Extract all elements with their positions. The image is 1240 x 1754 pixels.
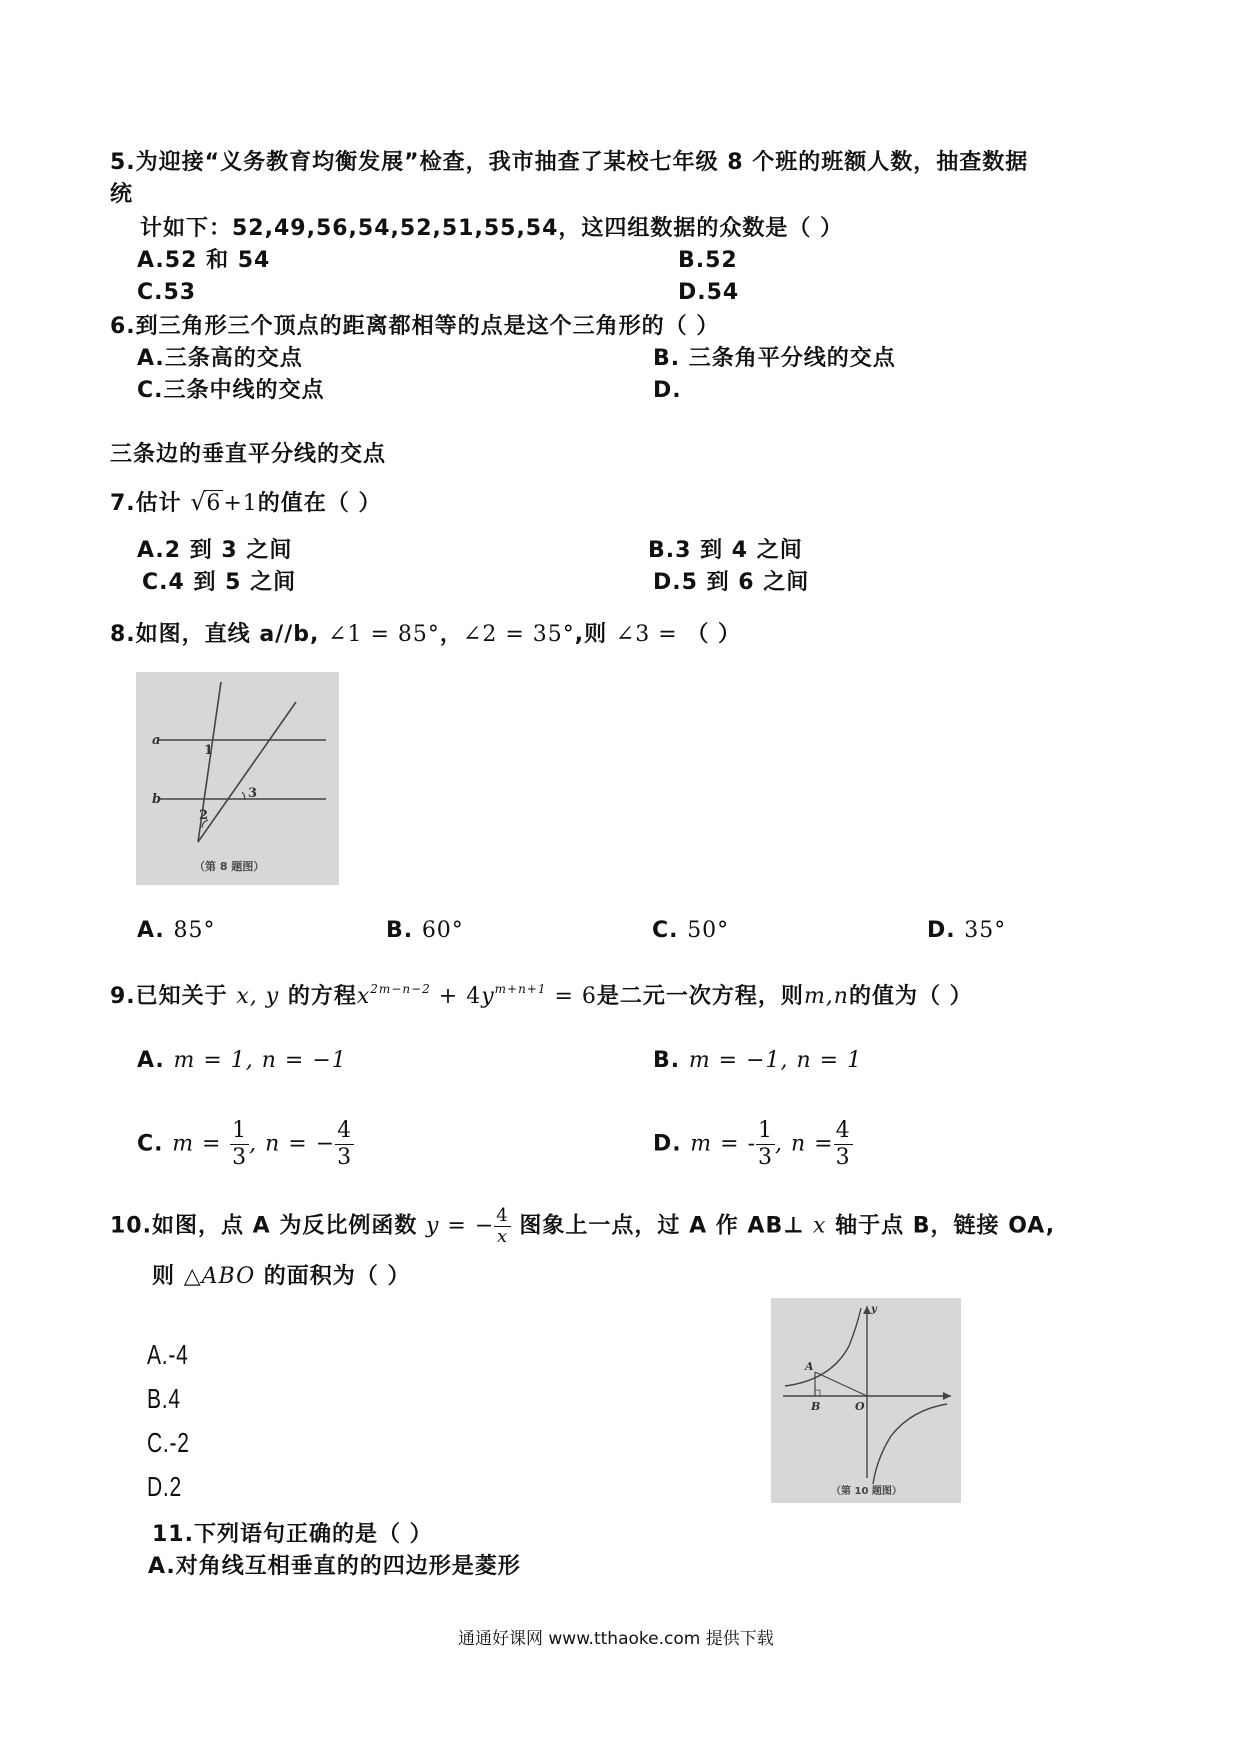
q10-option-a: A.-4 — [147, 1339, 189, 1370]
q7-option-c: C.4 到 5 之间 — [142, 570, 297, 595]
q9-option-d-den1: 3 — [758, 1145, 774, 1170]
q6-option-d: D. — [653, 378, 682, 403]
q9-option-d-frac1 — [756, 1118, 775, 1171]
q5-option-d: D.54 — [678, 280, 740, 305]
q8-label-3: 3 — [248, 786, 258, 801]
q8-option-a — [137, 916, 215, 946]
q9-option-b-letter: B. — [653, 1048, 681, 1073]
q5-stem-line1: 5.为迎接“义务教育均衡发展”检查，我市抽查了某校七年级 8 个班的班额人数，抽查数据 — [110, 150, 1029, 175]
q10-func-y: y = − — [426, 1213, 495, 1239]
q8-figure-svg — [136, 672, 339, 885]
q6-stem: 6.到三角形三个顶点的距离都相等的点是这个三角形的（ ） — [110, 314, 720, 339]
q11-stem: 11.下列语句正确的是（ ） — [152, 1522, 433, 1547]
q8-angle2: ∠2 = 35° — [462, 622, 575, 647]
q9-option-c-frac2 — [335, 1118, 354, 1171]
q7-option-b: B.3 到 4 之间 — [648, 538, 803, 563]
q9-option-a — [137, 1046, 347, 1076]
q5-option-a: A.52 和 54 — [137, 248, 271, 273]
q10-option-b: B.4 — [147, 1383, 181, 1414]
q9-option-a-value: m = 1, n = −1 — [173, 1048, 347, 1073]
q9-option-c-n: , n = − — [249, 1131, 336, 1157]
q8-label-a: a — [152, 733, 161, 748]
q9-mn: m,n — [803, 984, 849, 1009]
q8-option-d — [927, 916, 1006, 946]
q9-suffix1: 是二元一次方程，则 — [596, 984, 804, 1009]
q10-figure — [771, 1298, 961, 1503]
q10-func-den: x — [496, 1226, 509, 1247]
q8-angle3: ∠3 = — [615, 622, 678, 647]
q9-eq: = 6 — [546, 984, 597, 1009]
q10-option-c: C.-2 — [147, 1427, 190, 1458]
q10-stem-line1 — [110, 1206, 1055, 1247]
q9-option-c-num2: 4 — [337, 1118, 353, 1143]
q8-stem — [110, 620, 741, 650]
q7-prefix: 7.估计 — [110, 491, 182, 516]
q7-stem — [110, 489, 381, 519]
q8-option-a-letter: A. — [137, 918, 165, 943]
q9-option-c-num1: 1 — [232, 1118, 248, 1143]
q10-x-arrow — [943, 1392, 951, 1400]
q8-option-c — [652, 916, 729, 946]
q9-suffix2: 的值为（ ） — [848, 984, 973, 1009]
q9-option-d-letter: D. — [653, 1131, 682, 1157]
q9-option-b-value: m = −1, n = 1 — [688, 1048, 863, 1073]
q10-label-a: A — [805, 1360, 814, 1373]
q8-prefix: 8.如图，直线 a//b, — [110, 622, 320, 647]
q9-option-b — [653, 1046, 862, 1076]
q6-option-b: B. 三条角平分线的交点 — [653, 346, 896, 371]
q9-option-c-m: m = — [172, 1131, 222, 1157]
q10-right-angle — [815, 1390, 820, 1396]
q9-y: y — [481, 984, 495, 1009]
q8-option-b — [386, 916, 464, 946]
q7-radicand: 6 — [206, 491, 222, 516]
q8-option-a-value: 85° — [173, 918, 216, 943]
q10-mid: 图象上一点，过 A 作 AB⊥ — [519, 1213, 805, 1239]
q10-curve-lower-right — [873, 1404, 947, 1484]
q9-option-d-n: , n = — [775, 1131, 834, 1157]
q9-option-d-num2: 4 — [835, 1118, 851, 1143]
q8-sep: ， — [439, 622, 463, 647]
q5-option-c: C.53 — [137, 280, 197, 305]
q10-axis: x — [813, 1213, 827, 1239]
q10-label-y: y — [871, 1304, 877, 1315]
q8-option-d-value: 35° — [964, 918, 1007, 943]
q8-figure — [136, 672, 339, 885]
q9-vars: x, y — [236, 984, 280, 1009]
q9-option-d-m: m = - — [690, 1131, 757, 1157]
q7-plus: +1 — [223, 491, 258, 516]
q9-option-d — [653, 1118, 853, 1171]
q8-caption: （第 8 题图） — [194, 860, 265, 873]
q6-option-c: C.三条中线的交点 — [137, 378, 325, 403]
q9-option-d-num1: 1 — [758, 1118, 774, 1143]
q9-option-d-frac2 — [834, 1118, 853, 1171]
q11-option-a: A.对角线互相垂直的的四边形是菱形 — [148, 1554, 521, 1579]
q9-option-c-den2: 3 — [337, 1145, 353, 1170]
q8-label-1: 1 — [204, 743, 214, 758]
q7-sqrt — [190, 489, 223, 519]
q9-option-d-den2: 3 — [835, 1145, 851, 1170]
q8-option-d-letter: D. — [927, 918, 956, 943]
q9-plus: + 4 — [430, 984, 482, 1009]
q9-stem — [110, 982, 973, 1014]
q9-prefix: 9.已知关于 — [110, 984, 228, 1009]
q7-suffix: 的值在（ ） — [257, 491, 382, 516]
q5-stem-line2: 统 — [110, 182, 134, 207]
q10-func-frac — [494, 1206, 510, 1247]
q10-segment-oa — [815, 1372, 867, 1396]
q10-label-o: O — [855, 1400, 865, 1413]
q8-label-2: 2 — [199, 808, 209, 823]
q9-option-c-letter: C. — [137, 1131, 164, 1157]
q10-line2-suffix: 的面积为（ ） — [263, 1264, 411, 1289]
q10-stem-line2 — [152, 1262, 410, 1292]
q7-option-d: D.5 到 6 之间 — [653, 570, 810, 595]
q8-option-c-value: 50° — [687, 918, 730, 943]
q9-option-c-den1: 3 — [232, 1145, 248, 1170]
q10-triangle: △ABO — [183, 1264, 256, 1289]
q8-label-b: b — [152, 792, 162, 807]
q8-mid: ,则 — [574, 622, 608, 647]
q10-prefix: 10.如图，点 A 为反比例函数 — [110, 1213, 418, 1239]
q9-option-c-frac1 — [230, 1118, 249, 1171]
q10-line2-prefix: 则 — [152, 1264, 176, 1289]
q10-curve-upper-left — [785, 1308, 861, 1386]
q8-option-b-value: 60° — [421, 918, 464, 943]
q8-suffix: （ ） — [686, 622, 741, 647]
q8-option-b-letter: B. — [386, 918, 414, 943]
q7-option-a: A.2 到 3 之间 — [137, 538, 293, 563]
q8-angle1: ∠1 = 85° — [328, 622, 440, 647]
page-footer: 通通好课网 www.tthaoke.com 提供下载 — [458, 1629, 774, 1649]
q8-transversal-2 — [198, 702, 296, 842]
q10-figure-svg — [771, 1298, 961, 1503]
q5-option-b: B.52 — [678, 248, 738, 273]
q9-x: x — [356, 984, 371, 1009]
q10-suffix: 轴于点 B，链接 OA, — [835, 1213, 1056, 1239]
q8-option-c-letter: C. — [652, 918, 679, 943]
q10-option-d: D.2 — [147, 1471, 182, 1502]
q10-y-arrow — [863, 1306, 871, 1314]
q5-stem-line3: 计如下：52,49,56,54,52,51,55,54，这四组数据的众数是（ ） — [140, 216, 844, 241]
q10-label-b: B — [811, 1400, 821, 1413]
q9-x-exp: 2m−n−2 — [370, 982, 431, 996]
q6-option-d-text: 三条边的垂直平分线的交点 — [110, 442, 387, 467]
q10-func-num: 4 — [496, 1205, 509, 1226]
q9-mid: 的方程 — [287, 984, 357, 1009]
q10-caption: （第 10 题图） — [831, 1486, 902, 1497]
q9-option-c — [137, 1118, 354, 1171]
q9-y-exp: m+n+1 — [494, 982, 547, 996]
q6-option-a: A.三条高的交点 — [137, 346, 303, 371]
q9-option-a-letter: A. — [137, 1048, 165, 1073]
